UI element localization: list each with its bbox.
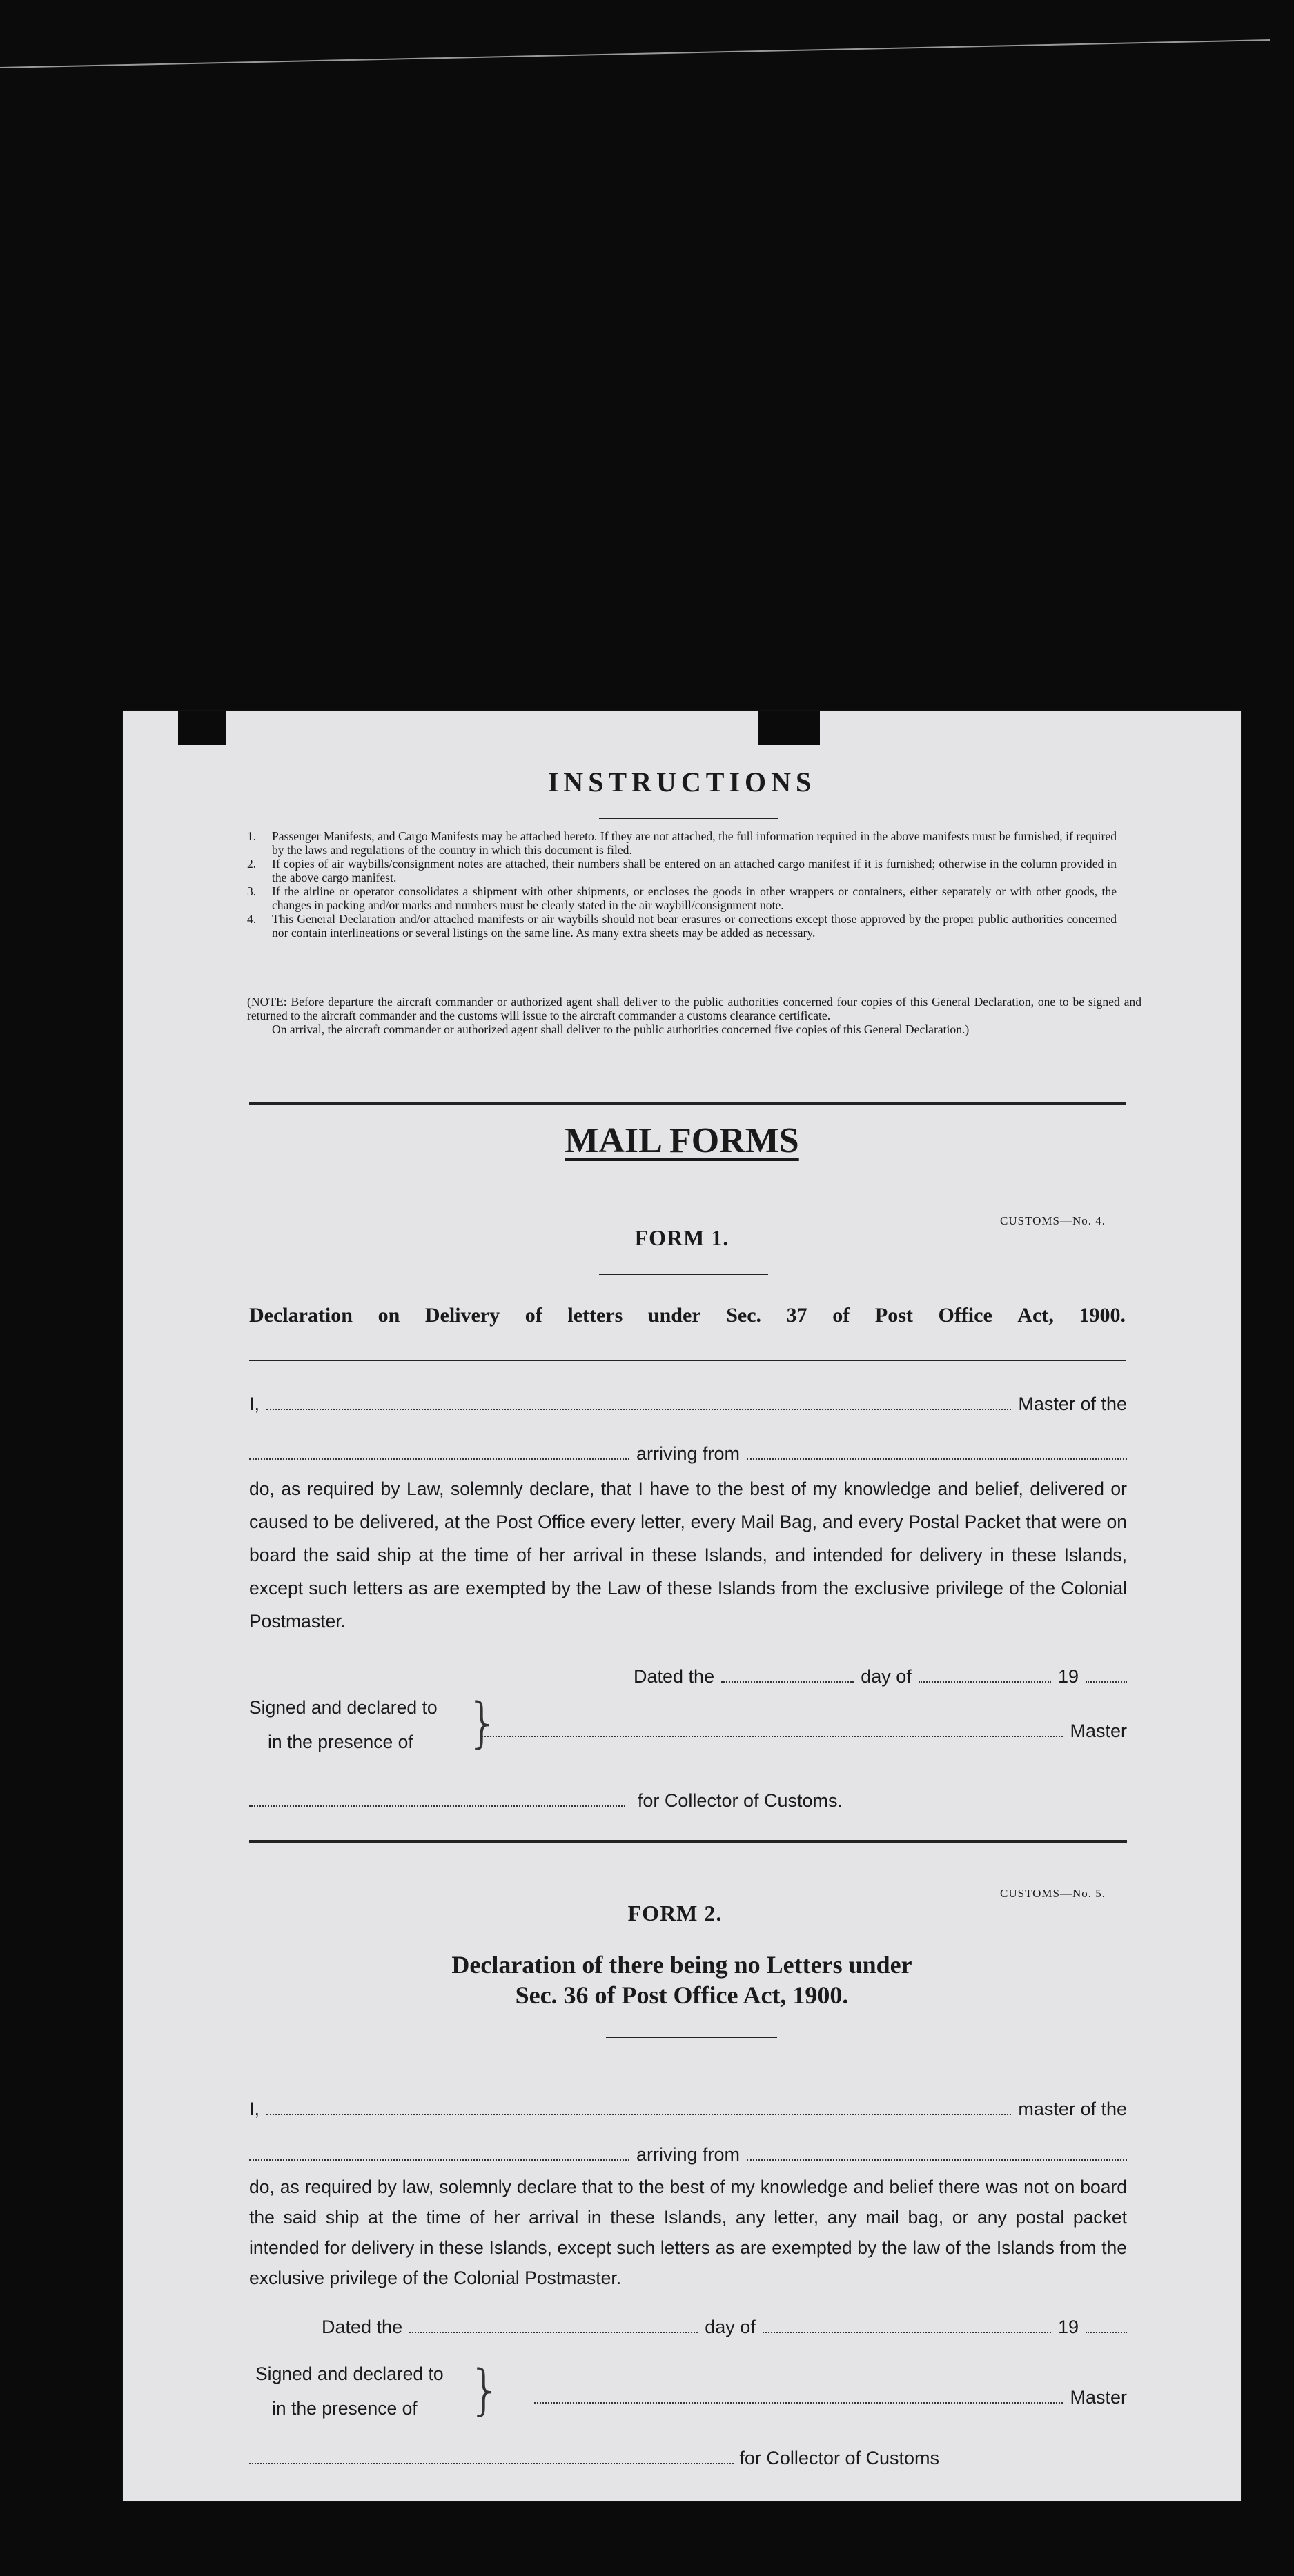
document-page: [123, 711, 1241, 2501]
customs-number: CUSTOMS—No. 4.: [1000, 1214, 1106, 1227]
year-field[interactable]: [1086, 1681, 1127, 1683]
master-name-field[interactable]: [266, 1409, 1011, 1410]
date-field[interactable]: [721, 1681, 854, 1683]
ship-name-field[interactable]: [249, 1458, 629, 1460]
form2-signature-line: Master: [534, 2387, 1127, 2408]
scan-edge-line: [0, 34, 1294, 76]
port-field[interactable]: [747, 1458, 1127, 1460]
month-field[interactable]: [763, 2332, 1051, 2333]
form2-declaration-title: [123, 1950, 1241, 2010]
ship-arrival-line: arriving from: [249, 2144, 1127, 2166]
instructions-list: [247, 829, 1117, 940]
customs-number: CUSTOMS—No. 5.: [1000, 1887, 1106, 1900]
title-rule: [249, 1360, 1126, 1361]
note-line: On arrival, the aircraft commander or authorized agent shall deliver to the public authorities concerned five copies of this General Declaration.): [272, 1022, 970, 1036]
instructions-title: INSTRUCTIONS: [547, 766, 816, 797]
instruction-item: 4. This General Declaration and/or attached manifests or air waybills should not bear erasures or corrections except those approved by the proper public authorities concerned nor contain interlineations or several listings on the same line. As many extra sheets may be added as necessary.: [247, 912, 1117, 940]
form1-heading: FORM 1.: [634, 1225, 729, 1250]
brace-icon: }: [468, 2359, 502, 2421]
form1-collector-line: for Collector of Customs.: [249, 1790, 843, 1812]
master-name-line: I, Master of the: [249, 1394, 1127, 1414]
instruction-item: 2. If copies of air waybills/consignment notes are attached, their numbers shall be entered on an attached cargo manifest if it is furnished; otherwise in the column provided in the above cargo manifest.: [247, 857, 1117, 884]
port-field[interactable]: [747, 2159, 1127, 2161]
year-field[interactable]: [1086, 2332, 1127, 2333]
collector-signature-field[interactable]: [249, 1805, 625, 1807]
signature-field[interactable]: [482, 1736, 1063, 1737]
form1-date-line: Dated the day of 19: [634, 1666, 1127, 1687]
presence-label: in the presence of: [272, 2398, 418, 2419]
declaration-line: Declaration of there being no Letters under: [451, 1951, 912, 1979]
note-line: (NOTE: Before departure the aircraft commander or authorized agent shall deliver to the public authorities concerned four copies of this General Declaration, one to be signed and returned to the aircraft commander and the customs will issue to the aircraft commander a customs clearance certificate.: [247, 995, 1141, 1022]
heading-underline: [599, 1274, 768, 1275]
date-field[interactable]: [409, 2332, 698, 2333]
form2-heading: FORM 2.: [627, 1901, 723, 1925]
signed-label: Signed and declared to: [249, 1697, 438, 1718]
form1-body: do, as required by Law, solemnly declare, that I have to the best of my knowledge and belief, delivered or caused to be delivered, at the Post Office every letter, every Mail Bag, and every Postal Packet that were on board the said ship at the time of her arrival in these Islands, and intended for delivery in these Islands, except such letters as are exempted by the Law of these Islands from the exclusive privilege of the Colonial Postmaster.: [249, 1478, 1127, 1632]
form1-declaration-title: Declaration on Delivery of letters under Sec. 37 of Post Office Act, 1900.: [249, 1304, 1126, 1327]
form1-signature-line: Master: [482, 1721, 1127, 1742]
section-divider: [249, 1102, 1126, 1105]
master-name-field[interactable]: [266, 2114, 1011, 2115]
instructions-note: [247, 995, 1141, 1036]
mail-forms-title: MAIL FORMS: [565, 1121, 799, 1160]
collector-signature-field[interactable]: [249, 2463, 734, 2464]
ship-name-field[interactable]: [249, 2159, 629, 2161]
declaration-line: Sec. 36 of Post Office Act, 1900.: [515, 1981, 849, 2009]
section-divider: [249, 1840, 1127, 1843]
signature-field[interactable]: [534, 2402, 1063, 2404]
page-tear: [758, 711, 820, 745]
title-underline: [599, 818, 778, 819]
heading-underline: [606, 2037, 777, 2038]
form2-collector-line: for Collector of Customs: [249, 2448, 939, 2469]
form2-body: do, as required by law, solemnly declare that to the best of my knowledge and belief there was not on board the said ship at the time of her arrival in these Islands, any letter, any mail bag, or any postal packet intended for delivery in these Islands, except such letters as are exempted by the law of the Islands from the exclusive privilege of the Colonial Postmaster.: [249, 2177, 1127, 2288]
ship-arrival-line: arriving from: [249, 1443, 1127, 1465]
instruction-item: 3. If the airline or operator consolidates a shipment with other shipments, or encloses the goods in other wrappers or containers, either separately or with other goods, the changes in packing and/or marks and numbers must be clearly stated in the air waybill/consignment note.: [247, 884, 1117, 912]
master-name-line: I, master of the: [249, 2099, 1127, 2119]
instruction-item: 1. Passenger Manifests, and Cargo Manifests may be attached hereto. If they are not attached, the full information required in the above manifests must be furnished, if required by the laws and regulations of the country in which this document is filed.: [247, 829, 1117, 857]
presence-label: in the presence of: [268, 1732, 413, 1752]
signed-label: Signed and declared to: [255, 2364, 444, 2384]
form2-date-line: Dated the day of 19: [322, 2317, 1127, 2338]
brace-icon: }: [466, 1692, 500, 1754]
month-field[interactable]: [919, 1681, 1051, 1683]
page-tear: [178, 711, 226, 745]
